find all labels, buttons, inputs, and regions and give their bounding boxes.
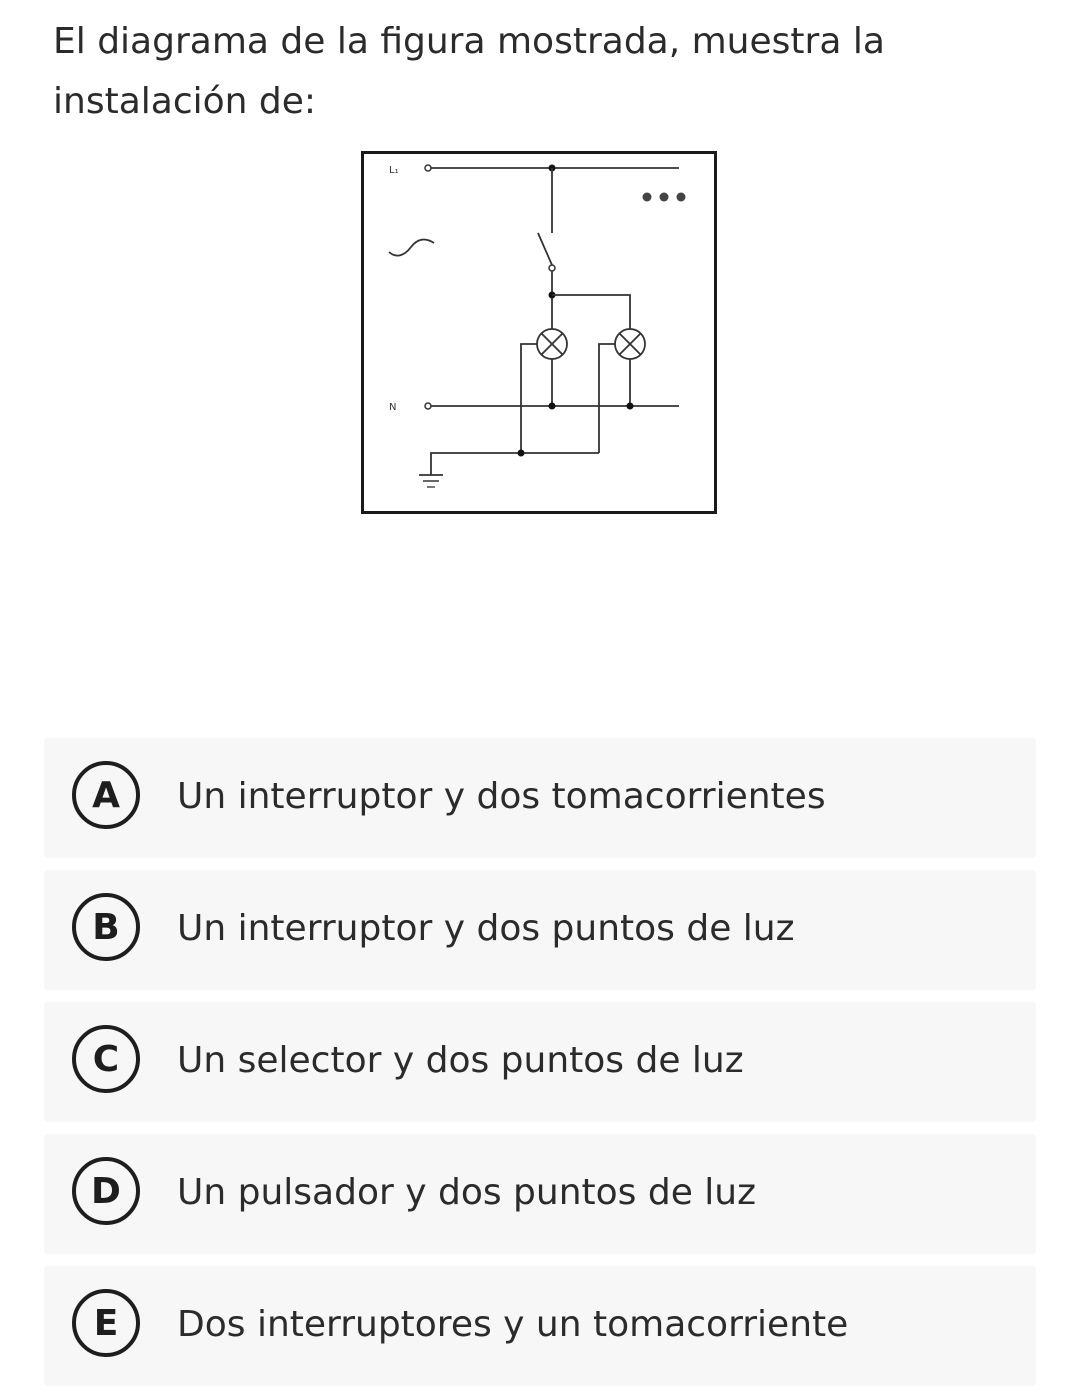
circuit-diagram — [361, 151, 717, 514]
lamp-icon — [537, 329, 567, 359]
option-text: Un pulsador y dos puntos de luz — [177, 1172, 757, 1213]
option-a[interactable] — [44, 738, 1036, 858]
junction-dot — [627, 403, 634, 410]
lamp-icon — [615, 329, 645, 359]
neutral-label: N — [389, 402, 397, 413]
option-letter-badge: B — [72, 893, 140, 961]
option-text: Dos interruptores y un tomacorriente — [177, 1304, 849, 1345]
answer-options — [44, 738, 1036, 1398]
junction-dot — [549, 403, 556, 410]
option-e[interactable] — [44, 1266, 1036, 1386]
option-text: Un selector y dos puntos de luz — [177, 1040, 744, 1081]
option-letter-badge: D — [72, 1157, 140, 1225]
option-text: Un interruptor y dos puntos de luz — [177, 908, 795, 949]
option-c[interactable] — [44, 1002, 1036, 1122]
line-label: L₁ — [389, 165, 399, 176]
option-d[interactable] — [44, 1134, 1036, 1254]
diagram-frame — [363, 153, 716, 513]
option-b[interactable] — [44, 870, 1036, 990]
option-letter-badge: A — [72, 761, 140, 829]
option-letter-badge: C — [72, 1025, 140, 1093]
question-text: El diagrama de la figura mostrada, muestra la instalación de: — [53, 21, 885, 122]
ellipsis-icon[interactable] — [643, 193, 686, 202]
junction-dot — [518, 450, 525, 457]
option-text: Un interruptor y dos tomacorrientes — [177, 776, 826, 817]
option-letter-badge: E — [72, 1289, 140, 1357]
